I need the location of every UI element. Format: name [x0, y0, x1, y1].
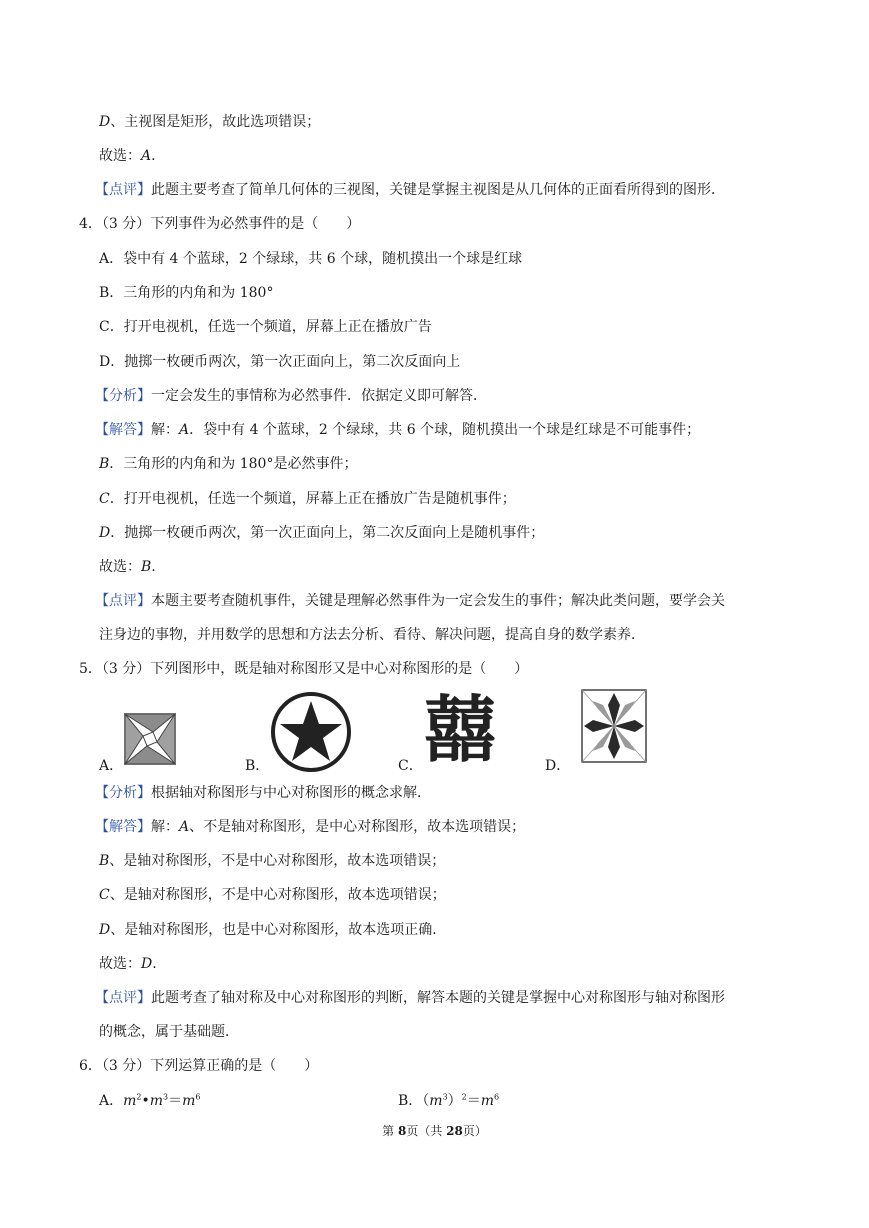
- q5-label-b: B．: [245, 758, 270, 774]
- q5-figure-c-double-happiness: 囍: [424, 688, 497, 772]
- q4-stem: 4．（3 分）下列事件为必然事件的是（ ）: [79, 216, 361, 232]
- q5-choose: 故选：D.: [99, 956, 157, 972]
- q4-answer-line-c: C．打开电视机，任选一个频道，屏幕上正在播放广告是随机事件；: [99, 491, 516, 507]
- prev-d-line: D、主视图是矩形，故此选项错误；: [99, 114, 321, 130]
- q4-review-2: 注身边的事物，并用数学的思想和方法去分析、看待、解决问题，提高自身的数学素养．: [99, 627, 645, 643]
- q5-stem: 5．（3 分）下列图形中，既是轴对称图形又是中心对称图形的是（ ）: [79, 661, 529, 677]
- q4-answer-line-b: B．三角形的内角和为 180°是必然事件；: [99, 456, 358, 472]
- q4-option-c: C．打开电视机，任选一个频道，屏幕上正在播放广告: [99, 319, 432, 335]
- q4-choose: 故选：B.: [99, 559, 156, 575]
- q4-option-a: A．袋中有 4 个蓝球，2 个绿球，共 6 个球，随机摸出一个球是红球: [99, 251, 523, 267]
- review-tag: 【点评】: [95, 182, 151, 198]
- q5-answer-line-a: 【解答】解：A、不是轴对称图形，是中心对称图形，故本选项错误；: [95, 819, 526, 835]
- page-number: 8: [397, 1124, 407, 1138]
- q6-stem: 6．（3 分）下列运算正确的是（ ）: [79, 1058, 319, 1074]
- q4-option-d: D．抛掷一枚硬币两次，第一次正面向上，第二次反面向上: [99, 354, 461, 370]
- page-total: 28: [446, 1124, 463, 1138]
- q6-option-a: A．$m^2•m^3=m^6$: [99, 1092, 201, 1109]
- q5-figure-b-star-circle: [270, 691, 352, 773]
- q4-answer-line-d: D．抛掷一枚硬币两次，第一次正面向上，第二次反面向上是随机事件；: [99, 525, 545, 541]
- q5-answer-line-b: B、是轴对称图形，不是中心对称图形，故本选项错误；: [99, 853, 446, 869]
- q5-review-2: 的概念，属于基础题．: [99, 1024, 239, 1040]
- q5-label-d: D．: [545, 758, 571, 774]
- q5-review-1: 【点评】此题考查了轴对称及中心对称图形的判断，解答本题的关键是掌握中心对称图形与轴对称图形: [95, 990, 725, 1006]
- page-footer: 第 8页（共 28页）: [382, 1124, 487, 1138]
- q5-answer-line-d: D、是轴对称图形，也是中心对称图形，故本选项正确．: [99, 922, 447, 938]
- q5-analysis: 【分析】根据轴对称图形与中心对称图形的概念求解．: [95, 785, 431, 801]
- q4-answer-line-a: 【解答】解：A．袋中有 4 个蓝球，2 个绿球，共 6 个球，随机摸出一个球是红球是不可能事件；: [95, 422, 701, 438]
- q6-option-b: B．$(m^3)^2=m^6$: [398, 1092, 500, 1109]
- q4-review-1: 【点评】本题主要考查随机事件，关键是理解必然事件为一定会发生的事件；解决此类问题，要学会关: [95, 593, 725, 609]
- prev-choose-line: 故选：A.: [99, 148, 156, 164]
- q5-figure-a-pinwheel-square: [124, 713, 176, 765]
- prev-review-line: 【点评】此题主要考查了简单几何体的三视图，关键是掌握主视图是从几何体的正面看所得到的图形．: [95, 182, 725, 198]
- q5-figure-d-star-tile: [581, 689, 647, 763]
- q5-label-a: A．: [99, 758, 124, 774]
- q4-analysis: 【分析】一定会发生的事情称为必然事件．依据定义即可解答．: [95, 388, 487, 404]
- q5-answer-line-c: C、是轴对称图形，不是中心对称图形，故本选项错误；: [99, 887, 446, 903]
- q5-label-c: C．: [398, 758, 423, 774]
- q4-option-b: B．三角形的内角和为 180°: [99, 285, 274, 301]
